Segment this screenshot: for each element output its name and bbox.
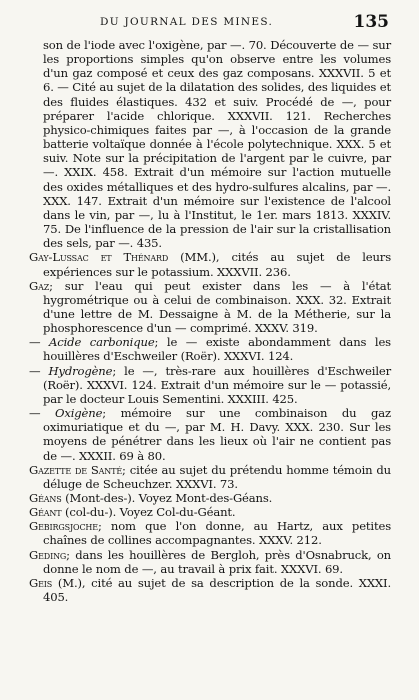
entry-headword: Géans [29, 491, 62, 505]
index-entry [29, 505, 391, 519]
entry-text: ; dans les houillères de Bergloh, près d'Osnabruck, on donne le nom de —, au travail à prix fait. XXXVI. 69. [43, 547, 391, 576]
index-subentry [29, 406, 391, 463]
running-head [0, 12, 419, 34]
entry-text: (MM.), cités au sujet de leurs expériences sur le potassium. XXXVII. 236. [43, 250, 391, 279]
entry-headword: Gebirgsjoche [29, 519, 98, 534]
index-entry [29, 491, 391, 505]
index-entry [29, 250, 391, 278]
index-entry [29, 548, 391, 576]
entry-headword: Gaz [29, 278, 50, 293]
index-entry [29, 279, 391, 336]
index-entry [29, 576, 391, 604]
entry-text: (Mont-des-). Voyez Mont-des-Géans. [61, 491, 273, 505]
entry-headword: Gay-Lussac et Thénard [29, 250, 169, 265]
entry-headword: — Oxigène [29, 406, 103, 421]
entry-text: (M.), cité au sujet de sa description de la sonde. XXXI. 405. [43, 575, 391, 605]
index-continuation [29, 38, 391, 250]
entry-text: ; le — existe abondamment dans les houillères d'Eschweiler (Roër). XXXVI. 124. [43, 335, 391, 364]
index-entry [29, 463, 391, 491]
index-subentry [29, 335, 391, 363]
index-entry [29, 519, 391, 547]
entry-text: ; mémoire sur une combinaison du gaz oximuriatique et du —, par M. H. Davy. XXX. 230. Sur les moyens de pénétrer dans les lieux où l'air ne contient pas de —. XXXII. 69 à 80. [43, 406, 391, 463]
page-number: 135 [353, 12, 389, 32]
entry-headword: Gazette de Santé [29, 462, 123, 477]
entry-text: ; nom que l'on donne, au Hartz, aux petites chaînes de collines accompagnantes. XXXV. 212. [43, 519, 391, 548]
entry-headword: — Hydrogène [29, 363, 113, 378]
entry-text: ; sur l'eau qui peut exister dans les — à l'état hygrométrique ou à celui de combinaison. XXX. 32. Extrait d'une lettre de M. Dessaigne à M. de la Métherie, sur la phosphorescence d'un — comprimé. XXXV. 319. [43, 278, 391, 336]
entry-text: son de l'iode avec l'oxigène, par —. 70. Découverte de — sur les proportions simples qu'on observe entre les volumes d'un gaz composé et ceux des gaz composans. XXXVII. 5 et 6. — Cité au sujet de la dilatation des solides, des liquides et des fluides élastiques. 432 et suiv. Procédé de —, pour préparer l'acide chlorique. XXXVII. 121. Recherches physico-chimiques faites par —, à l'occasion de la grande batterie voltaïque donnée à l'école polytechnique. XXX. 5 et suiv. Note sur la précipitation de l'argent par le cuivre, par —. XXIX. 458. Extrait d'un mémoire sur l'action mutuelle des oxides métalliques et des hydro-sulfures alcalins, par —. XXX. 147. Extrait d'un mémoire sur l'existence de l'alcool dans le vin, par —, lu à l'Institut, le 1er. mars 1813. XXXIV. 75. De l'influence de la pression de l'air sur la cristallisation des sels, par —. 435. [43, 38, 391, 251]
running-title: DU JOURNAL DES MINES. [100, 16, 274, 28]
entry-text: (col-du-). Voyez Col-du-Géant. [61, 505, 236, 520]
index-subentry [29, 364, 391, 406]
entry-text: ; le —, très-rare aux houillères d'Eschweiler (Roër). XXXVI. 124. Extrait d'un mémoire sur le — potassié, par le docteur Louis Sementini. XXXIII. 425. [43, 363, 391, 406]
index-body [29, 38, 391, 604]
entry-headword: Geis [29, 575, 53, 590]
entry-text: ; citée au sujet du prétendu homme témoin du déluge de Scheuchzer. XXXVI. 73. [43, 462, 391, 491]
entry-headword: — Acide carbonique [29, 335, 155, 350]
entry-headword: Géant [29, 505, 62, 520]
entry-headword: Geding [29, 547, 67, 562]
